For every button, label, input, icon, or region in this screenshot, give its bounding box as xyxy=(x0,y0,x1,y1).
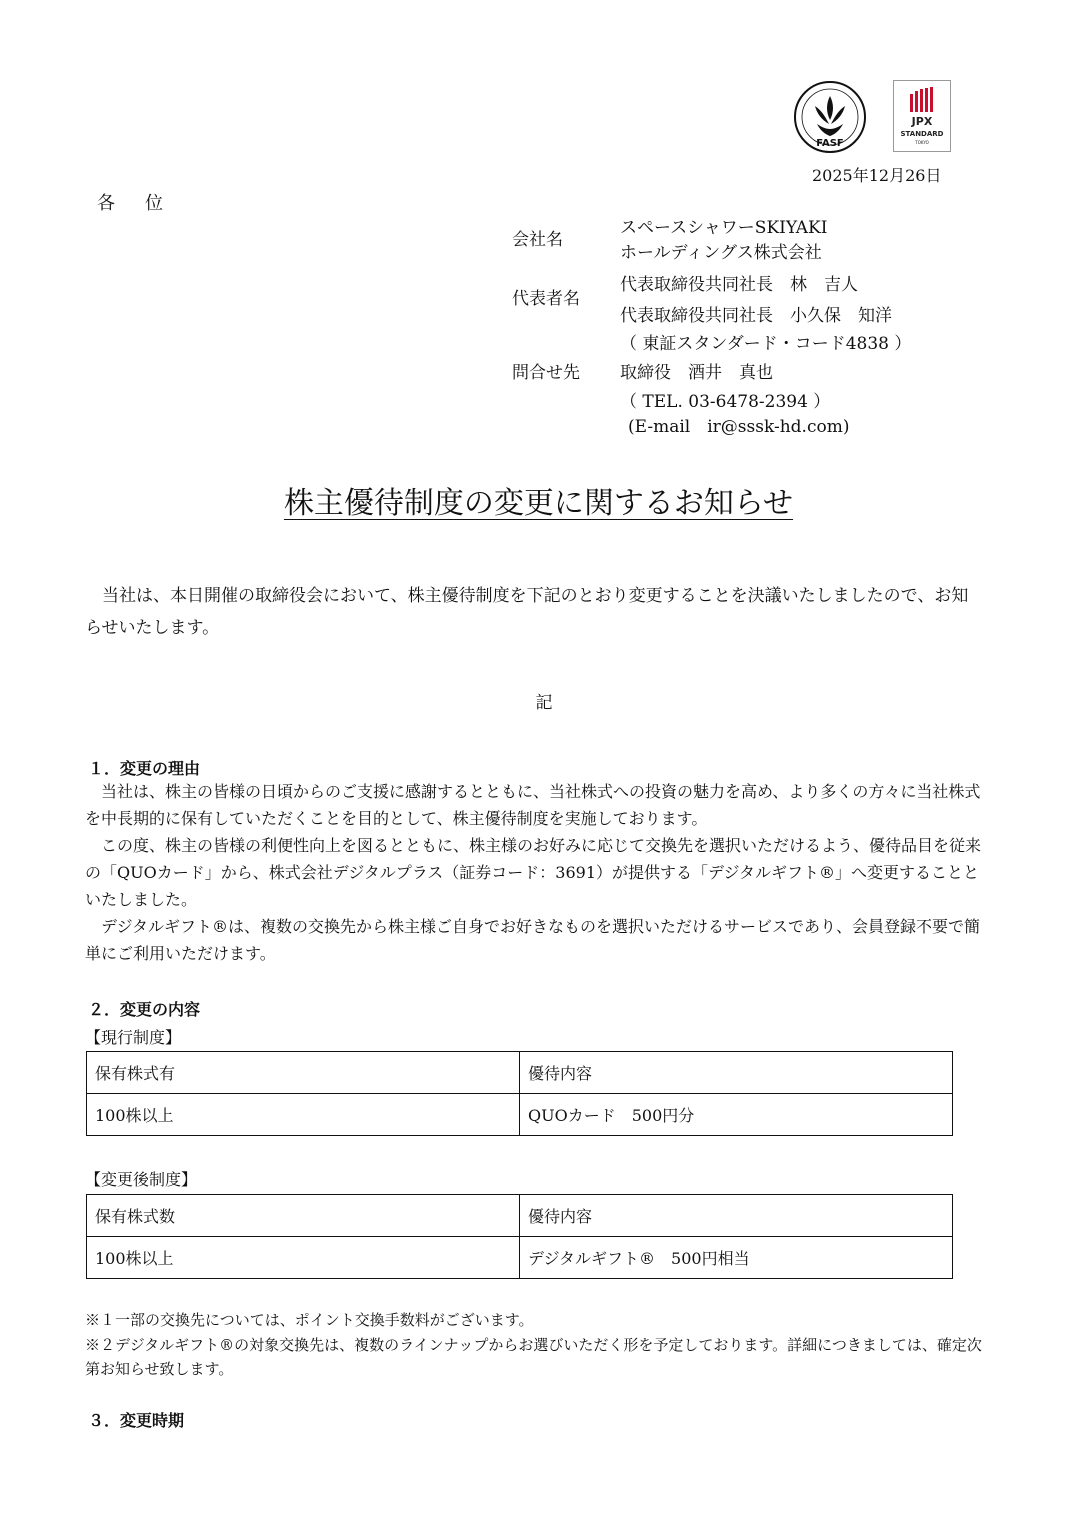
table-row xyxy=(87,1094,953,1136)
table-cell: デジタルギフト® 500円相当 xyxy=(520,1237,953,1279)
footnote-2: ※２デジタルギフト®の対象交換先は、複数のラインナップからお選びいただく形を予定しております。詳細につきましては、確定次第お知らせ致します。 xyxy=(85,1336,982,1378)
current-system-label: 【現行制度】 xyxy=(85,1028,182,1047)
fasf-logo xyxy=(793,80,867,154)
table-row xyxy=(87,1195,953,1237)
company-name-line2: ホールディングス株式会社 xyxy=(620,243,822,263)
table-cell: 優待内容 xyxy=(520,1052,953,1094)
section1-heading: １．変更の理由 xyxy=(88,759,201,778)
representative-label: 代表者名 xyxy=(512,289,580,309)
jpx-logo xyxy=(893,80,951,152)
table-cell: 優待内容 xyxy=(520,1195,953,1237)
table-row xyxy=(87,1052,953,1094)
representative-line1: 代表取締役共同社長 林 吉人 xyxy=(620,275,858,295)
table-cell: 保有株式数 xyxy=(87,1195,520,1237)
new-system-table xyxy=(86,1194,953,1279)
section1-paragraph3: デジタルギフト®は、複数の交換先から株主様ご自身でお好きなものを選択いただけるサービスであり、会員登録不要で簡単にご利用いただけます。 xyxy=(85,917,981,963)
table-cell: QUOカード 500円分 xyxy=(520,1094,953,1136)
company-name-line1: スペースシャワーSKIYAKI xyxy=(620,218,828,238)
section3-heading: ３．変更時期 xyxy=(88,1411,185,1430)
representative-line2: 代表取締役共同社長 小久保 知洋 xyxy=(620,306,892,326)
jpx-logo-subtext2: TOKYO xyxy=(915,140,929,145)
section2-heading: ２．変更の内容 xyxy=(88,1000,201,1019)
intro-paragraph: 当社は、本日開催の取締役会において、株主優待制度を下記のとおり変更することを決議いたしましたので、お知らせいたします。 xyxy=(85,586,969,638)
stock-code: （ 東証スタンダード・コード4838 ） xyxy=(620,334,912,354)
table-cell: 保有株式有 xyxy=(87,1052,520,1094)
contact-person: 取締役 酒井 真也 xyxy=(620,363,773,383)
fasf-logo-text: FASF xyxy=(816,138,844,149)
table-row xyxy=(87,1237,953,1279)
jpx-logo-text: JPX xyxy=(911,115,933,128)
current-system-table xyxy=(86,1051,953,1136)
contact-email: (E-mail ir@sssk-hd.com) xyxy=(628,417,850,437)
page-title: 株主優待制度の変更に関するお知らせ xyxy=(283,486,794,521)
section1-paragraph2: この度、株主の皆様の利便性向上を図るとともに、株主様のお好みに応じて交換先を選択いただけるよう、優待品目を従来の「QUOカード」から、株式会社デジタルプラス（証券コード：3691）が提供する「デジタルギフト®」へ変更することといたしました。 xyxy=(85,836,982,909)
addressee: 各 位 xyxy=(97,193,169,214)
table-cell: 100株以上 xyxy=(87,1237,520,1279)
footnote-1: ※１一部の交換先については、ポイント交換手数料がございます。 xyxy=(85,1311,534,1329)
ki-heading: 記 xyxy=(535,693,553,713)
contact-tel: （ TEL. 03-6478-2394 ） xyxy=(620,392,831,412)
contact-label: 問合せ先 xyxy=(512,363,580,383)
jpx-logo-subtext: STANDARD xyxy=(900,130,944,138)
release-date: 2025年12月26日 xyxy=(812,166,942,185)
new-system-label: 【変更後制度】 xyxy=(85,1170,198,1189)
company-name-label: 会社名 xyxy=(512,230,563,250)
table-cell: 100株以上 xyxy=(87,1094,520,1136)
section1-paragraph1: 当社は、株主の皆様の日頃からのご支援に感謝するとともに、当社株式への投資の魅力を高め、より多くの方々に当社株式を中長期的に保有していただくことを目的として、株主優待制度を実施しております。 xyxy=(85,782,981,828)
